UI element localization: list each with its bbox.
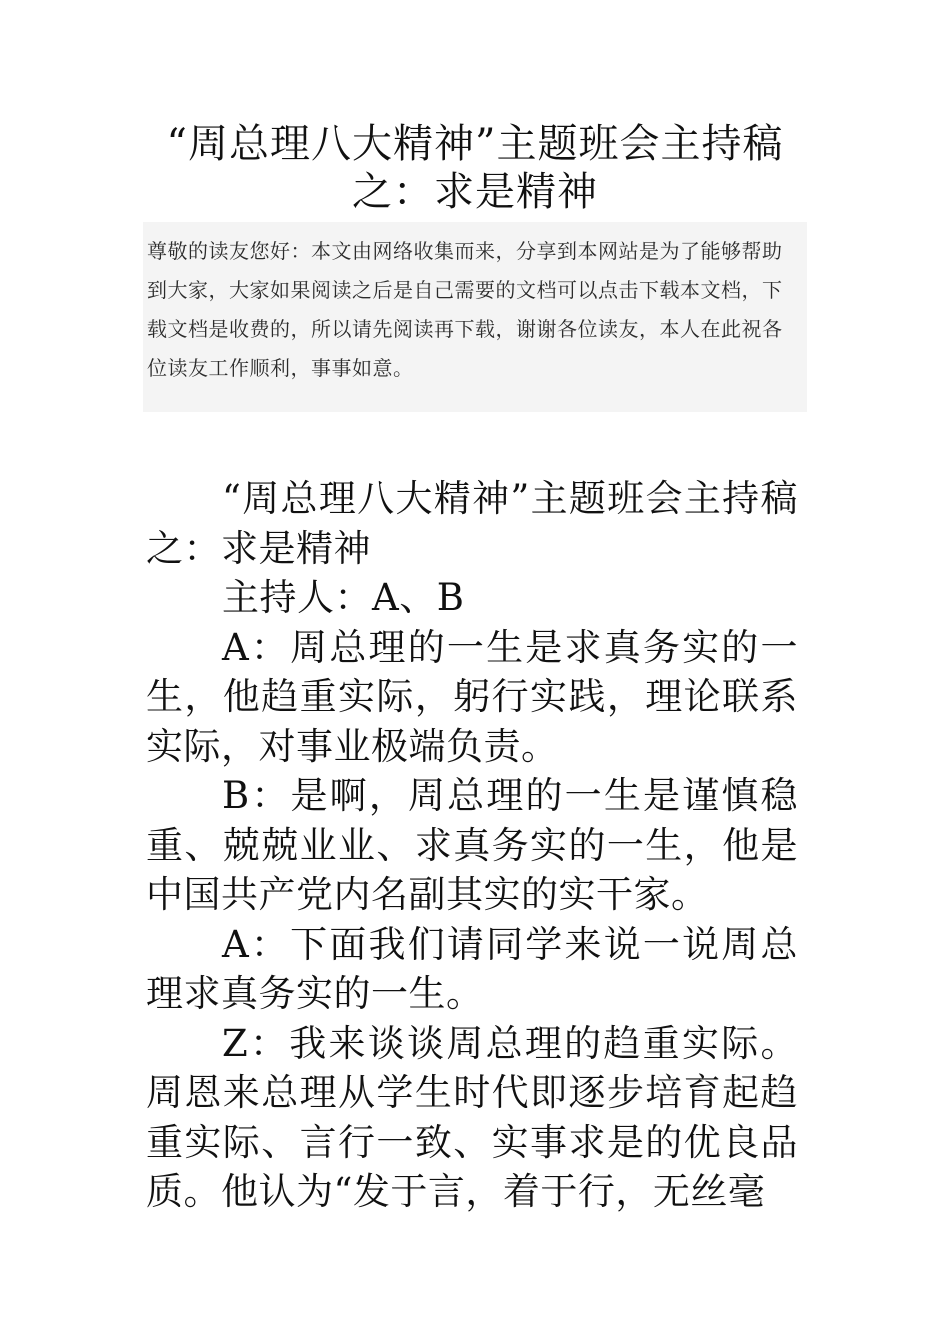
paragraph-hosts: 主持人：A、B — [222, 576, 465, 619]
reader-notice-text: 尊敬的读友您好：本文由网络收集而来，分享到本网站是为了能够帮助到大家，大家如果阅读之后是自己需要的文档可以点击下载本文档，下载文档是收费的，所以请先阅读再下载，谢谢各位读友，本人在此祝各位读友工作顺利，事事如意。 — [147, 239, 783, 380]
paragraph: Z：我来谈谈周总理的趋重实际。周恩来总理从学生时代即逐步培育起趋重实际、言行一致、实事求是的优良品质。他认为“发于言，着于行，无丝毫 — [146, 1021, 798, 1213]
title-line-2: 之：求是精神 — [352, 169, 598, 215]
paragraph: A：下面我们请同学来说一说周总理求真务实的一生。 — [146, 922, 798, 1015]
document-body — [146, 474, 798, 1217]
reader-notice — [143, 222, 807, 412]
paragraph-heading: “周总理八大精神”主题班会主持稿之：求是精神 — [146, 477, 798, 570]
document-title — [140, 120, 810, 216]
paragraph: B：是啊，周总理的一生是谨慎稳重、兢兢业业、求真务实的一生，他是中国共产党内名副其实的实干家。 — [146, 774, 798, 916]
paragraph: A：周总理的一生是求真务实的一生，他趋重实际，躬行实践，理论联系实际，对事业极端负责。 — [146, 625, 798, 768]
title-line-1: “周总理八大精神”主题班会主持稿 — [166, 121, 784, 167]
